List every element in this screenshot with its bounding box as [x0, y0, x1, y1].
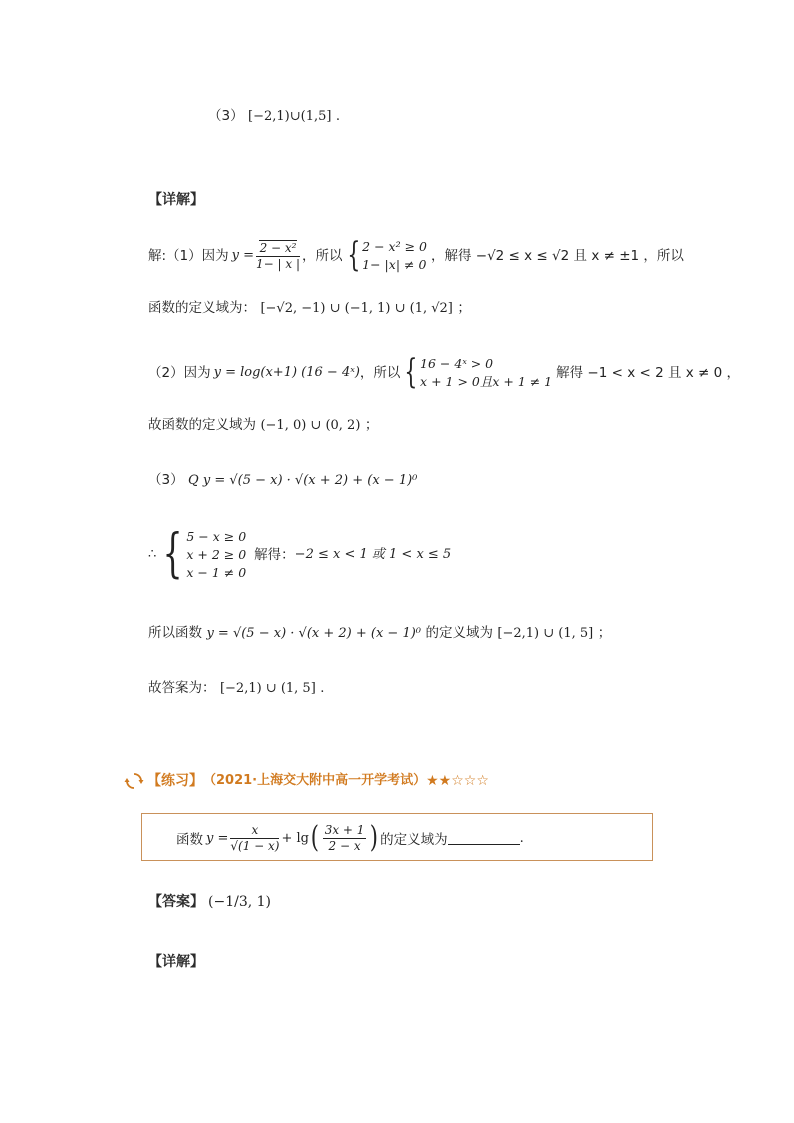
answer-line: [148, 893, 271, 911]
question-num1: x: [230, 823, 279, 839]
p3-answer-line: [148, 679, 324, 698]
p3-sys-row-1: 5 − x ≥ 0: [186, 529, 247, 544]
p1-system: { 2 − x² ≥ 0 1− |x| ≠ 0: [346, 235, 427, 275]
detail-header-2: 【详解】: [148, 954, 204, 970]
practice-source: （2021·上海交大附中高一开学考试）: [203, 773, 427, 788]
p2-domain-line: [148, 416, 378, 435]
p1-den: 1− | x |: [256, 256, 301, 271]
question-lead: 函数: [176, 832, 203, 848]
question-box: [141, 813, 653, 861]
part3-value: [−2,1)∪(1,5]: [248, 109, 332, 124]
p3-system: { 5 − x ≥ 0 x + 2 ≥ 0 x − 1 ≠ 0: [162, 524, 247, 584]
question-y-eq: y =: [206, 830, 229, 846]
p3-line3-lead: 所以函数: [148, 625, 202, 641]
p1-fraction: [256, 241, 300, 272]
solution-part3: [148, 471, 417, 490]
refresh-cycle-icon: [124, 771, 144, 791]
therefore-symbol: ∴: [148, 547, 157, 562]
p2-tail: 解得 −1 < x < 2 且 x ≠ 0 ，: [556, 365, 741, 381]
p2-line2-math: (−1, 0) ∪ (0, 2): [260, 418, 361, 433]
answer-blank: [448, 832, 520, 845]
solution-part2: [148, 353, 740, 393]
p1-line2-text: 函数的定义域为：: [148, 300, 256, 316]
question-text: 函数 y = $\frac{x}{√(1 - x)}$ + lg ( $\frac{3x + 1}{2 - x}$ ) 的定义域为 .: [176, 820, 524, 855]
difficulty-stars: ★★☆☆☆: [426, 773, 489, 789]
p3-sys-row-3: x − 1 ≠ 0: [186, 565, 247, 580]
question-fraction-1: [230, 823, 279, 854]
question-fraction-2: [323, 823, 367, 854]
p3-line3-range: [−2,1) ∪ (1, 5]: [497, 626, 594, 641]
p3-solve-math: −2 ≤ x < 1 或 1 < x ≤ 5: [294, 547, 452, 562]
p1-line2-end: ；: [457, 300, 471, 316]
p1-sys-row-1: 2 − x² ≥ 0: [362, 239, 427, 254]
practice-header: [124, 771, 489, 791]
p3-line3-mid: 的定义域为: [425, 625, 493, 641]
part3-label: （3）: [208, 108, 244, 124]
p2-sys-row-1: 16 − 4ˣ > 0: [420, 356, 494, 371]
p3-lead: （3）: [148, 472, 184, 488]
question-end: .: [519, 830, 524, 846]
question-num2: 3x + 1: [324, 822, 365, 837]
p1-num: 2 − x²: [259, 240, 297, 255]
p3-line3-end: ；: [597, 625, 612, 641]
p3-answer-value: [−2,1) ∪ (1, 5]: [219, 681, 316, 696]
p2-lead: （2）因为: [148, 365, 211, 381]
p3-math: Q y = √(5 − x) · √(x + 2) + (x − 1)⁰: [188, 473, 418, 488]
answer-value: (−1/3, 1): [208, 894, 271, 910]
p1-sys-row-2: 1− |x| ≠ 0: [362, 257, 427, 272]
question-den1: √(1 − x): [230, 838, 280, 853]
p3-system-line: [148, 524, 451, 586]
p3-line3-math: y = √(5 − x) · √(x + 2) + (x − 1)⁰: [206, 626, 421, 641]
practice-tag: 【练习】: [147, 773, 203, 789]
p2-line2-text: 故函数的定义域为: [148, 417, 256, 433]
p2-sys-row-2: x + 1 > 0且x + 1 ≠ 1: [420, 374, 553, 389]
p1-y-eq: y =: [231, 248, 255, 263]
p1-lead: 解:（1）因为: [148, 248, 229, 264]
solution-part1: [148, 236, 684, 276]
p1-mid: ，所以: [302, 248, 343, 264]
p2-math: y = log(x+1) (16 − 4ˣ): [213, 365, 360, 380]
p3-answer-end: .: [320, 681, 325, 696]
p3-sys-row-2: x + 2 ≥ 0: [186, 547, 247, 562]
p2-line2-end: ；: [364, 417, 379, 433]
answer-label: 【答案】: [148, 894, 204, 910]
detail-header-1: 【详解】: [148, 192, 204, 208]
question-tail: 的定义域为: [380, 832, 448, 848]
question-den2: 2 − x: [328, 838, 361, 853]
p3-answer-lead: 故答案为：: [148, 680, 216, 696]
question-plus-lg: + lg: [281, 830, 309, 846]
p2-system: { 16 − 4ˣ > 0 x + 1 > 0且x + 1 ≠ 1: [404, 352, 553, 392]
p3-domain-line: [148, 624, 611, 643]
p3-solve-label: 解得：: [254, 547, 295, 563]
p1-line2-math: [−√2, −1) ∪ (−1, 1) ∪ (1, √2]: [260, 301, 453, 316]
p2-mid: ，所以: [359, 365, 401, 381]
p1-tail: ，解得 −√2 ≤ x ≤ √2 且 x ≠ ±1 ，所以: [430, 248, 684, 264]
p1-domain-line: [148, 299, 471, 318]
part3-answer-line: [208, 107, 340, 126]
part3-end: .: [335, 109, 341, 124]
